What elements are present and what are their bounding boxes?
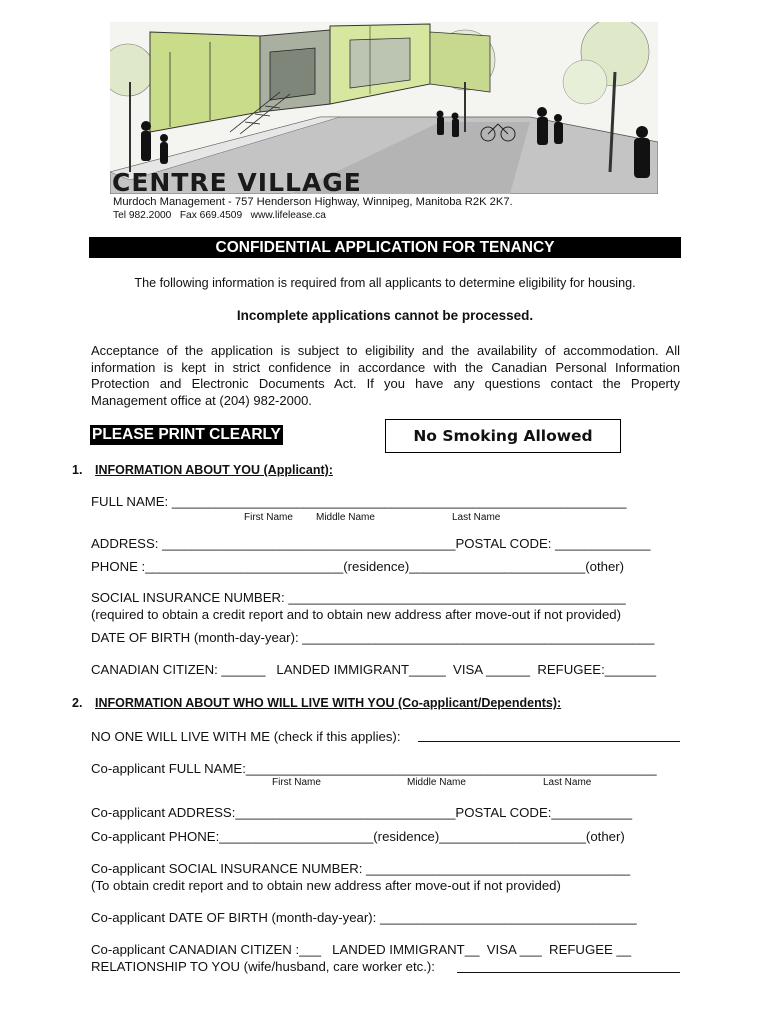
applicant-address-field[interactable]: ADDRESS: ________________________________________POSTAL CODE: _____________ (91, 536, 651, 551)
applicant-dob-field[interactable]: DATE OF BIRTH (month-day-year): ________________________________________________ (91, 630, 655, 645)
section2-number: 2. (72, 696, 83, 710)
coapplicant-citizenship-field[interactable]: Co-applicant CANADIAN CITIZEN :___ LANDED IMMIGRANT__ VISA ___ REFUGEE __ (91, 942, 632, 957)
name-last-caption: Last Name (452, 512, 501, 523)
no-smoking-box (385, 419, 621, 453)
name-first-caption: First Name (244, 512, 293, 523)
coapplicant-phone-field[interactable]: Co-applicant PHONE:_____________________(residence)____________________(other) (91, 829, 625, 844)
name-middle-caption: Middle Name (316, 512, 375, 523)
brand-address: Murdoch Management - 757 Henderson Highway, Winnipeg, Manitoba R2K 2K7. (113, 196, 513, 208)
print-clearly-label: PLEASE PRINT CLEARLY (92, 426, 281, 443)
incomplete-warning: Incomplete applications cannot be processed. (236, 308, 534, 323)
co-name-middle-caption: Middle Name (407, 777, 466, 788)
relationship-label: RELATIONSHIP TO YOU (wife/husband, care worker etc.): (91, 959, 435, 974)
acceptance-paragraph: Acceptance of the application is subject to eligibility and the availability of accommodation. All information is kept in strict confidence in accordance with the Canadian Personal Information Protection and Electronic Documents Act. If you have any questions contact the Property Management office at (204) 982-2000. (91, 343, 680, 408)
coapplicant-full-name-field[interactable]: Co-applicant FULL NAME:________________________________________________________ (91, 761, 657, 776)
section2-title: INFORMATION ABOUT WHO WILL LIVE WITH YOU (Co-applicant/Dependents): (95, 696, 562, 710)
intro-text: The following information is required from all applicants to determine eligibility for housing. (134, 276, 636, 290)
applicant-citizenship-field[interactable]: CANADIAN CITIZEN: ______ LANDED IMMIGRANT_____ VISA ______ REFUGEE:_______ (91, 662, 657, 677)
coapplicant-address-field[interactable]: Co-applicant ADDRESS:______________________________POSTAL CODE:___________ (91, 805, 633, 820)
no-one-label: NO ONE WILL LIVE WITH ME (check if this applies): (91, 729, 401, 744)
coapplicant-dob-field[interactable]: Co-applicant DATE OF BIRTH (month-day-year): ___________________________________ (91, 910, 637, 925)
section1-title: INFORMATION ABOUT YOU (Applicant): (95, 463, 333, 477)
brand-contact: Tel 982.2000 Fax 669.4509 www.lifelease.ca (113, 210, 326, 221)
relationship-input-line[interactable] (457, 972, 680, 973)
no-one-check-line[interactable] (418, 741, 680, 742)
co-name-first-caption: First Name (272, 777, 321, 788)
section1-number: 1. (72, 463, 83, 477)
applicant-sin-note: (required to obtain a credit report and to obtain new address after move-out if not provided) (91, 607, 621, 622)
no-smoking-label: No Smoking Allowed (413, 427, 593, 445)
form-title: CONFIDENTIAL APPLICATION FOR TENANCY (89, 237, 681, 258)
brand-name: CENTRE VILLAGE (112, 168, 362, 197)
applicant-full-name-field[interactable]: FULL NAME: ______________________________________________________________ (91, 494, 627, 509)
applicant-phone-field[interactable]: PHONE :___________________________(residence)________________________(other) (91, 559, 625, 574)
co-name-last-caption: Last Name (543, 777, 592, 788)
coapplicant-sin-note: (To obtain credit report and to obtain new address after move-out if not provided) (91, 878, 561, 893)
coapplicant-sin-field[interactable]: Co-applicant SOCIAL INSURANCE NUMBER: ____________________________________ (91, 861, 631, 876)
applicant-sin-field[interactable]: SOCIAL INSURANCE NUMBER: ______________________________________________ (91, 590, 626, 605)
